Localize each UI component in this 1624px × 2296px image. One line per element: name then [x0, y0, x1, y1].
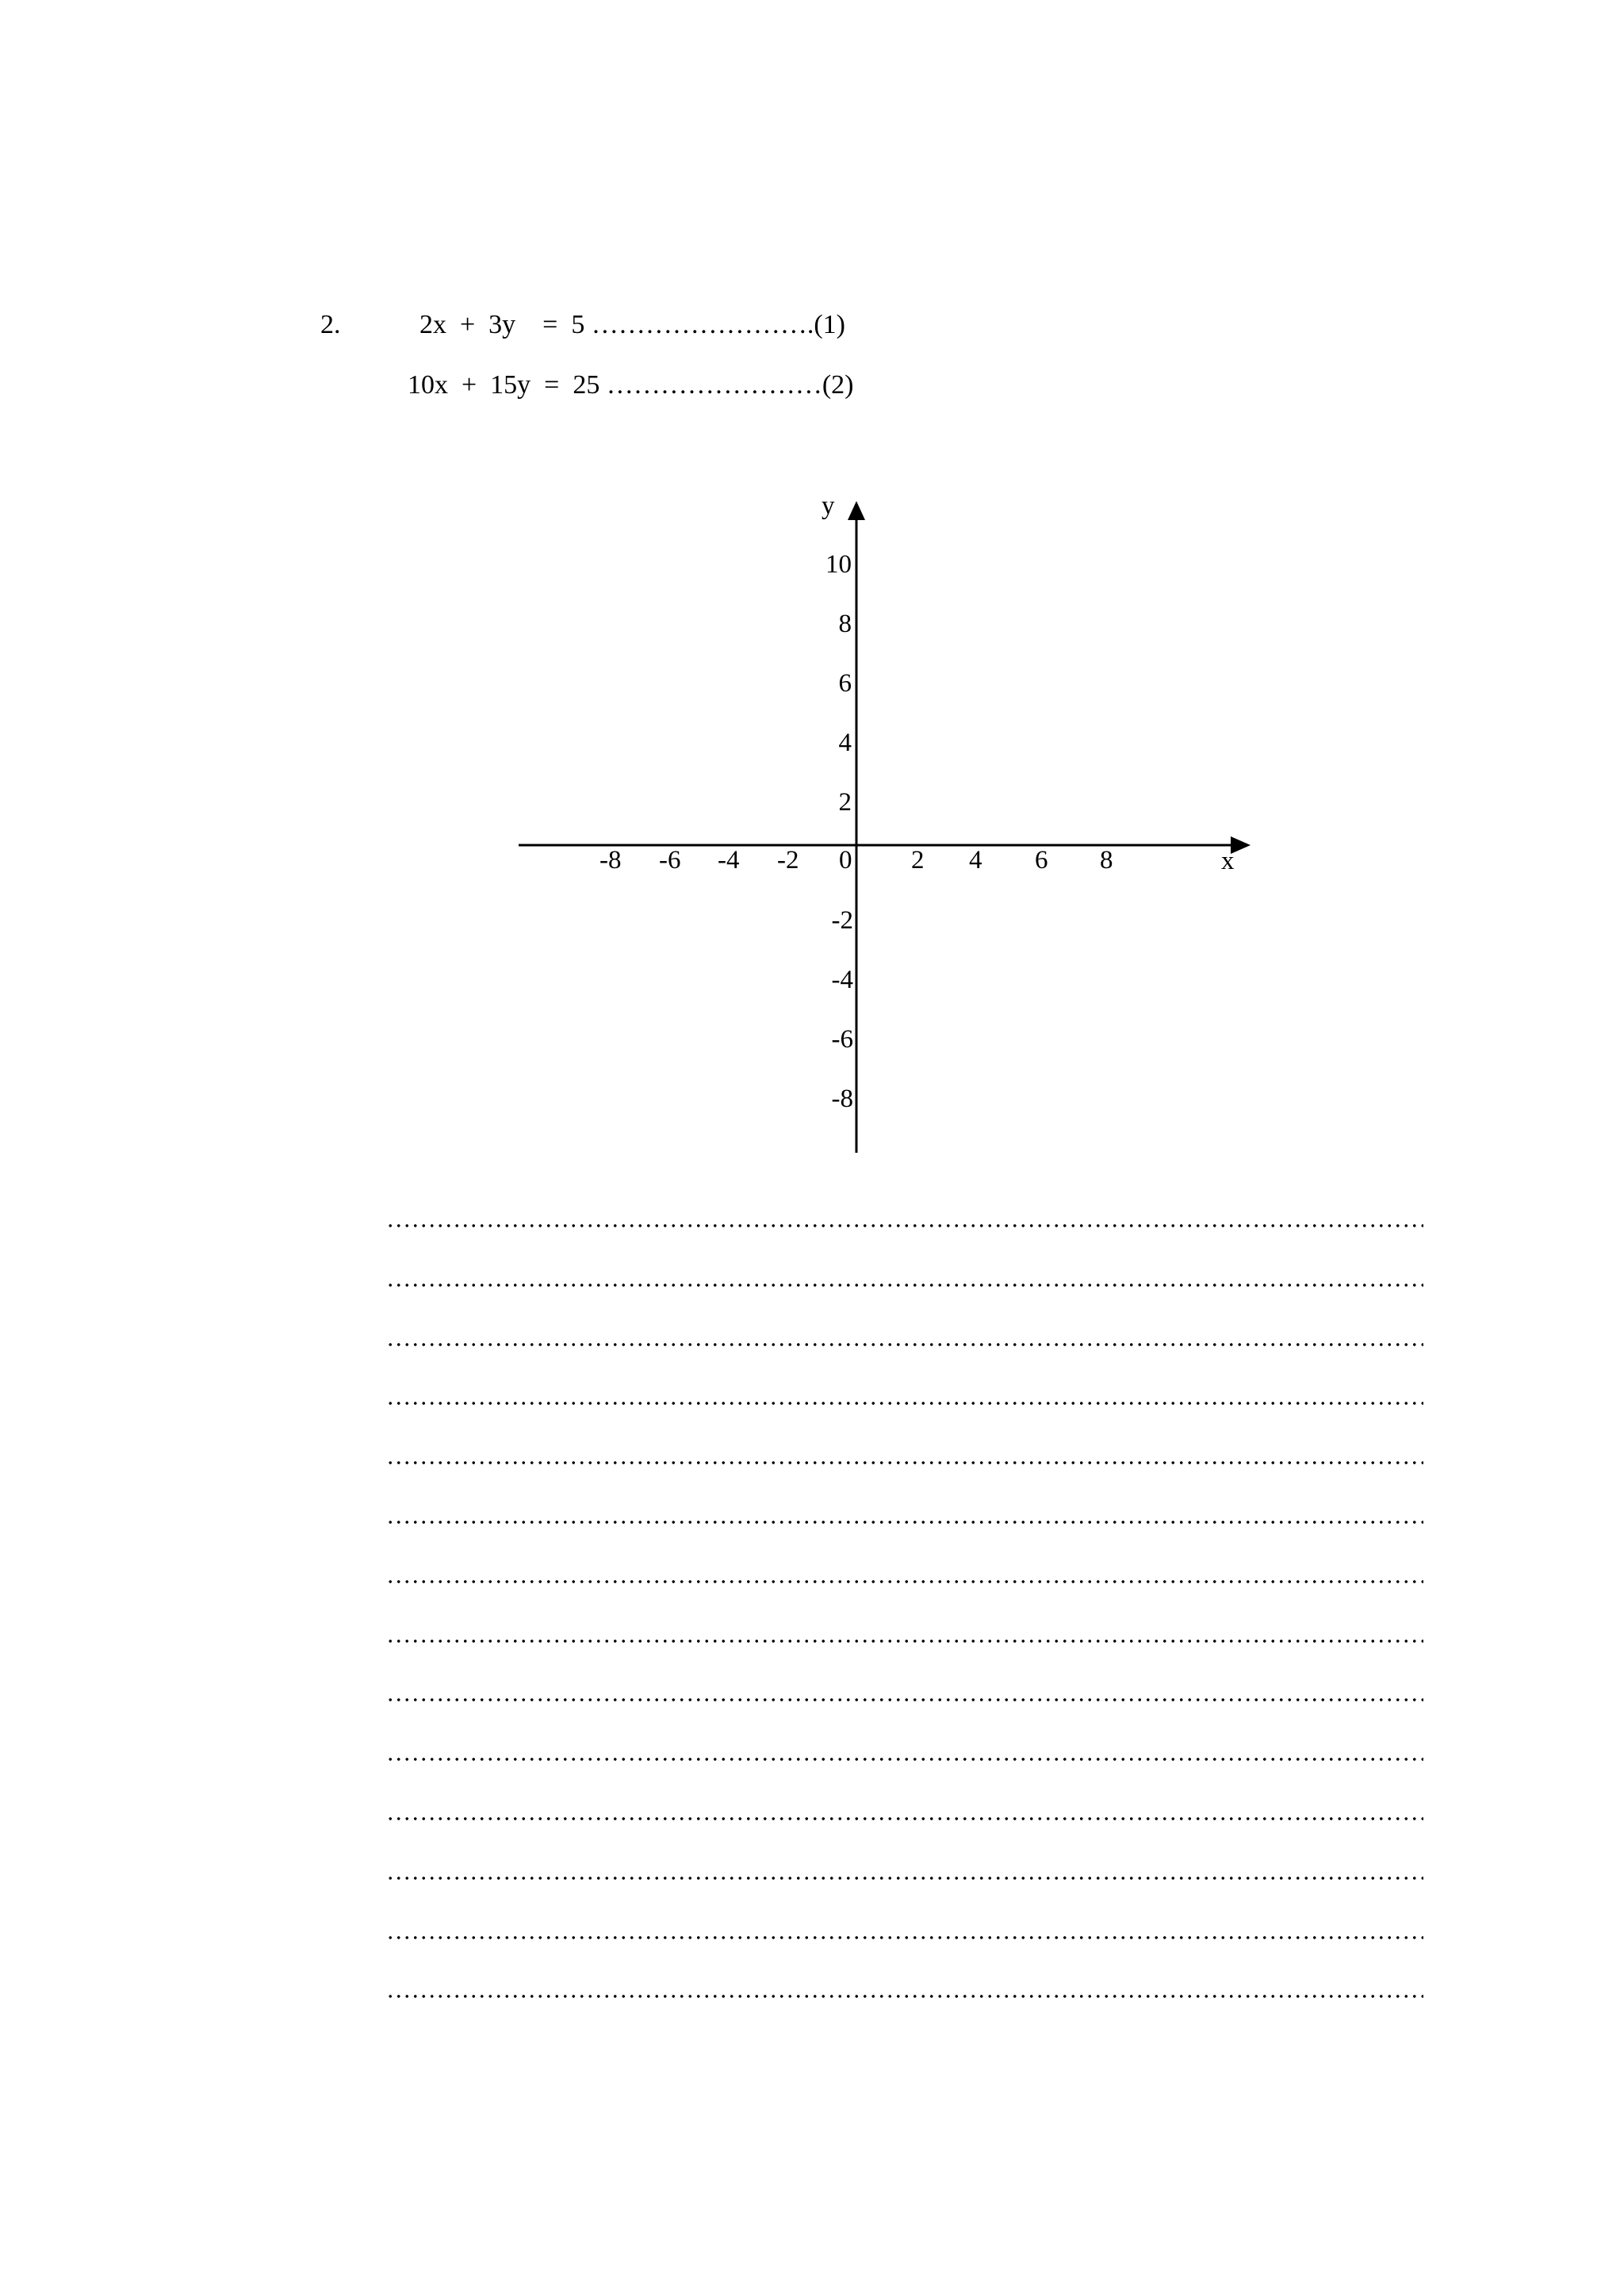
answer-line[interactable]: [386, 1284, 1423, 1287]
answer-line[interactable]: [386, 1343, 1423, 1346]
y-tick-label: -4: [831, 966, 853, 994]
answer-line[interactable]: [386, 1402, 1423, 1405]
y-tick-label: 6: [838, 669, 852, 698]
answer-line[interactable]: [386, 1698, 1423, 1701]
answer-line[interactable]: [386, 1758, 1423, 1761]
y-tick-label: 2: [838, 788, 852, 817]
x-tick-label: -4: [718, 846, 740, 874]
answer-line[interactable]: [386, 1817, 1423, 1820]
x-tick-label: 4: [969, 846, 982, 874]
y-tick-label: -2: [831, 906, 853, 935]
answer-line[interactable]: [386, 1461, 1423, 1464]
y-tick-label: 8: [838, 610, 852, 638]
answer-line[interactable]: [386, 1995, 1423, 1998]
y-tick-label: 4: [838, 729, 852, 757]
answer-line[interactable]: [386, 1640, 1423, 1643]
y-tick-label: -6: [831, 1025, 853, 1054]
origin-label: 0: [839, 846, 852, 874]
x-tick-label: -2: [777, 846, 799, 874]
equation-2: 10x + 15y = 25 ……………………(2): [408, 370, 854, 400]
y-axis-arrow-icon: [848, 501, 865, 520]
x-axis-label: x: [1221, 847, 1235, 875]
y-axis-label: y: [822, 492, 835, 520]
answer-line[interactable]: [386, 1877, 1423, 1880]
x-tick-label: -6: [659, 846, 681, 874]
y-tick-label: -8: [831, 1085, 853, 1113]
equation-1: 2x + 3y = 5 …………………….(1): [419, 310, 845, 339]
y-tick-label: 10: [825, 550, 852, 579]
question-number: 2.: [320, 310, 341, 339]
x-tick-label: -8: [599, 846, 622, 874]
answer-line[interactable]: [386, 1521, 1423, 1524]
answer-line[interactable]: [386, 1224, 1423, 1227]
answer-line[interactable]: [386, 1936, 1423, 1939]
x-tick-label: 8: [1100, 846, 1113, 874]
x-tick-label: 2: [911, 846, 925, 874]
x-tick-label: 6: [1035, 846, 1048, 874]
answer-line[interactable]: [386, 1580, 1423, 1583]
